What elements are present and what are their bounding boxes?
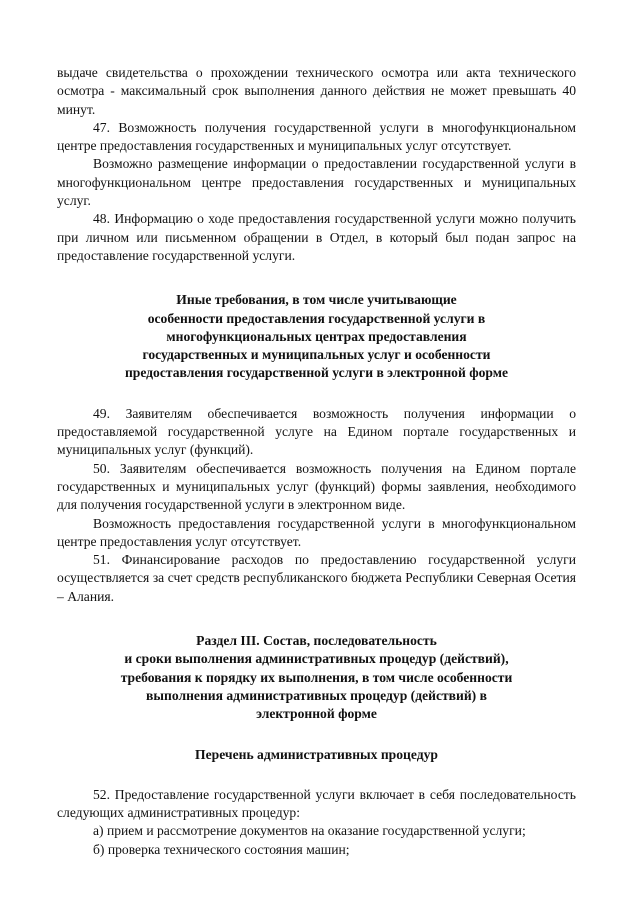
heading-line: Иные требования, в том числе учитывающие xyxy=(176,292,457,308)
heading-line: электронной форме xyxy=(256,706,377,722)
procedures-list-heading: Перечень административных процедур xyxy=(195,746,438,762)
heading-line: предоставления государственной услуги в электронной форме xyxy=(124,365,509,381)
paragraph-continuation: выдаче свидетельства о прохождении технического осмотра или акта технического осмотра - максимальный срок выполнения данного действия не может превышать 40 минут. xyxy=(57,65,576,117)
document-body xyxy=(57,64,576,859)
section-3-heading xyxy=(57,632,576,723)
paragraph-47: 47. Возможность получения государственной услуги в многофункциональном центре предоставления государственных и муниципальных услуг отсутствует. xyxy=(57,119,576,154)
heading-line: многофункциональных центрах предоставления xyxy=(166,328,467,344)
heading-line: особенности предоставления государственной услуги в xyxy=(147,310,486,326)
paragraph-47-info: Возможно размещение информации о предоставлении государственной услуги в многофункциональном центре предоставления государственных и муниципальных услуг. xyxy=(57,156,576,209)
paragraph-48: 48. Информацию о ходе предоставления государственной услуги можно получить при личном или письменном обращении в Отдел, в который был подан запрос на предоставление государственной услуги. xyxy=(57,211,576,263)
paragraph-49: 49. Заявителям обеспечивается возможность получения информации о предоставляемой государственной услуге на Едином портале государственных и муниципальных услуг (функций). xyxy=(57,405,576,458)
heading-line: требования к порядку их выполнения, в том числе особенности xyxy=(120,669,513,685)
paragraph-50: 50. Заявителям обеспечивается возможность получения на Едином портале государственных и муниципальных услуг (функций) формы заявления, необходимого для получения государственной услуги в электронном виде. xyxy=(57,460,576,513)
list-item-a: а) прием и рассмотрение документов на оказание государственной услуги; xyxy=(93,823,526,839)
other-requirements-heading xyxy=(57,291,576,382)
heading-line: выполнения административных процедур (действий) в xyxy=(146,687,487,703)
list-item-b: б) проверка технического состояния машин; xyxy=(93,841,350,857)
paragraph-51: 51. Финансирование расходов по предоставлению государственной услуги осуществляется за счет средств республиканского бюджета Республики Северная Осетия – Алания. xyxy=(57,552,576,604)
heading-line: Раздел III. Состав, последовательность xyxy=(196,633,437,649)
paragraph-52: 52. Предоставление государственной услуги включает в себя последовательность следующих административных процедур: xyxy=(57,786,576,821)
heading-line: государственных и муниципальных услуг и особенности xyxy=(142,347,491,363)
heading-line: и сроки выполнения административных процедур (действий), xyxy=(124,651,509,667)
paragraph-50-mfc: Возможность предоставления государственной услуги в многофункциональном центре предоставления услуг отсутствует. xyxy=(57,515,576,549)
